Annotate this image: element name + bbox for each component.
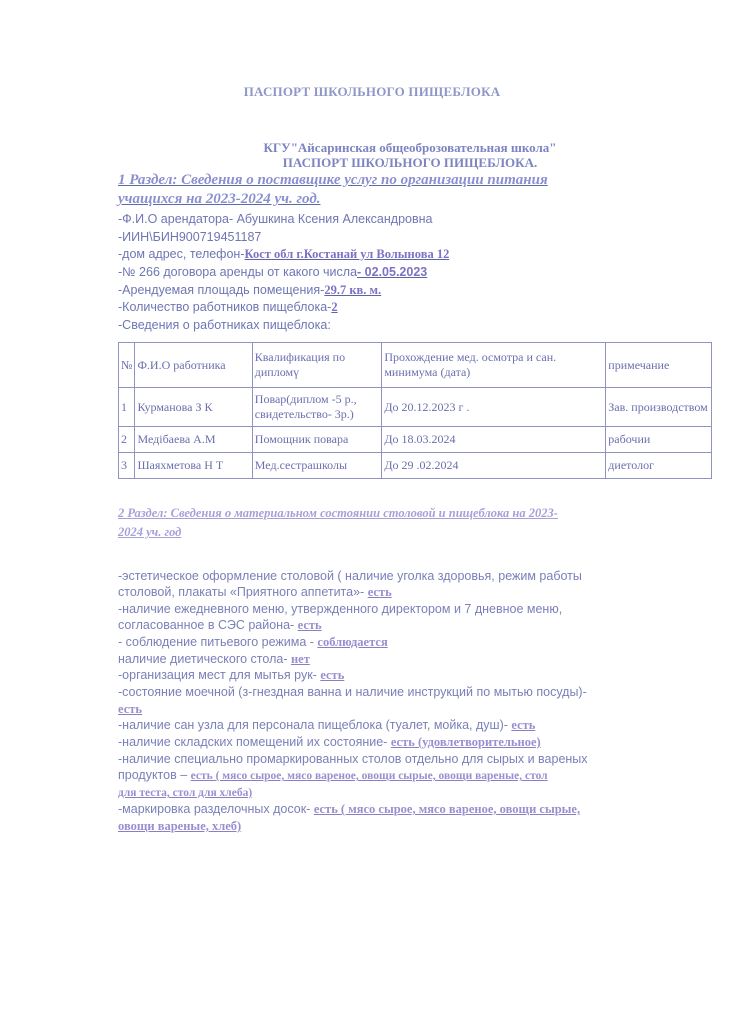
tables-answer-part2: для теста, стол для хлеба) [118, 787, 253, 799]
diet-line [118, 652, 310, 667]
passport-subtitle: ПАСПОРТ ШКОЛЬНОГО ПИЩЕБЛОКА. [282, 155, 538, 170]
aesthetic-label: столовой, плакаты «Приятного аппетита»- [118, 585, 368, 599]
sanitary-line [118, 718, 535, 733]
cell-num: 1 [119, 388, 135, 427]
col-header-medical: Прохождение мед. осмотра и сан. минимума (дата) [382, 343, 606, 388]
section1-title-line2: учащихся на 2023-2024 уч. год. [118, 191, 321, 207]
water-label: - соблюдение питьевого режима - [118, 635, 318, 649]
cell-num: 3 [119, 453, 135, 479]
menu-line2 [118, 618, 322, 633]
cell-medical: До 18.03.2024 [382, 427, 606, 453]
table-row [119, 453, 712, 479]
cell-name: Медібаева А.М [135, 427, 252, 453]
col-header-qualification: Квалификация по дипломү [252, 343, 382, 388]
handwash-label: -организация мест для мытья рук- [118, 668, 321, 682]
menu-label: согласованное в СЭС района- [118, 618, 298, 632]
address-label: -дом адрес, телефон- [118, 247, 245, 261]
col-header-name: Ф.И.О работника [135, 343, 252, 388]
menu-line1: -наличие ежедневного меню, утвержденного директором и 7 дневное меню, [118, 602, 563, 616]
table-row [119, 427, 712, 453]
section2-title-line1: 2 Раздел: Сведения о материальном состоянии столовой и пищеблока на 2023- [118, 506, 558, 520]
cell-medical: До 29 .02.2024 [382, 453, 606, 479]
sanitary-answer: есть [511, 718, 536, 732]
iin-value: 900719451187 [178, 230, 262, 244]
storage-label: -наличие складских помещений их состояние- [118, 735, 391, 749]
sanitary-label: -наличие сан узла для персонала пищеблока (туалет, мойка, душ)- [118, 718, 512, 732]
page-title: ПАСПОРТ ШКОЛЬНОГО ПИЩЕБЛОКА [243, 84, 501, 99]
handwash-line [118, 668, 344, 683]
section1-title-line1: 1 Раздел: Сведения о поставщике услуг по организации питания [118, 172, 548, 188]
tenant-label: -Ф.И.О арендатора- [118, 212, 234, 226]
table-header-row [119, 343, 712, 388]
storage-answer: есть (удовлетворительное) [390, 735, 541, 749]
cell-note: рабочии [606, 427, 712, 453]
boards-answer-part1: есть ( мясо сырое, мясо вареное, овощи сырые, [313, 802, 581, 816]
boards-line2 [118, 819, 241, 834]
iin-label: -ИИН\БИН [118, 230, 179, 244]
school-name: КГУ"Айсаринская общеоброзовательная школа" [263, 140, 557, 155]
cell-num: 2 [119, 427, 135, 453]
address-line [118, 247, 449, 262]
tables-label: продуктов – [118, 768, 191, 782]
workers-count-label: -Количество работников пищеблока- [118, 300, 332, 314]
cell-qualification: Мед.сестрашколы [252, 453, 382, 479]
area-value: 29.7 кв. м. [324, 283, 382, 297]
cell-qualification: Помощник повара [252, 427, 382, 453]
boards-answer-part2: овощи вареные, хлеб) [118, 819, 242, 833]
cell-name: Шаяхметова Н Т [135, 453, 252, 479]
contract-label: -№ 266 договора аренды от какого числа [118, 265, 358, 279]
water-line [118, 635, 388, 650]
cell-medical: До 20.12.2023 г . [382, 388, 606, 427]
handwash-answer: есть [320, 668, 345, 682]
tables-line3 [118, 785, 252, 799]
tenant-line [118, 212, 432, 226]
iin-line [118, 230, 261, 244]
col-header-note: примечание [606, 343, 712, 388]
workers-count-line [118, 300, 338, 315]
tables-answer-part1: есть ( мясо сырое, мясо вареное, овощи сырые, овощи вареные, стол [190, 770, 548, 782]
staff-table [118, 342, 712, 479]
table-row [119, 388, 712, 427]
aesthetic-answer: есть [367, 585, 392, 599]
tenant-value: Абушкина Ксения Александровна [233, 212, 433, 226]
dishwash-answer: есть [118, 702, 142, 716]
diet-answer: нет [290, 652, 310, 666]
area-label: -Арендуемая площадь помещения- [118, 283, 325, 297]
tables-line2 [118, 768, 548, 782]
boards-line1 [118, 802, 580, 817]
address-value: Кост обл г.Костанай ул Волынова 12 [244, 247, 450, 261]
section2-title-line2: 2024 уч. год [118, 525, 182, 539]
dishwash-line: -состояние моечной (з-гнездная ванна и наличие инструкций по мытью посуды)- [118, 685, 587, 699]
area-line [118, 283, 381, 298]
cell-name: Курманова З К [135, 388, 252, 427]
workers-count-value: 2 [331, 300, 338, 314]
aesthetic-line2 [118, 585, 392, 600]
cell-note: Зав. производством [606, 388, 712, 427]
dishwash-answer-line [118, 702, 142, 717]
aesthetic-line1: -эстетическое оформление столовой ( наличие уголка здоровья, режим работы [118, 569, 582, 583]
contract-value: - 02.05.2023 [357, 265, 428, 279]
col-header-num: № [119, 343, 135, 388]
cell-qualification: Повар(диплом -5 р., свидетельство- 3р.) [252, 388, 382, 427]
diet-label: наличие диетического стола- [118, 652, 291, 666]
boards-label: -маркировка разделочных досок- [118, 802, 314, 816]
menu-answer: есть [297, 618, 322, 632]
storage-line [118, 735, 541, 750]
workers-info-label: -Сведения о работниках пищеблока: [118, 318, 331, 332]
tables-line1: -наличие специально промаркированных столов отдельно для сырых и вареных [118, 752, 588, 766]
water-answer: соблюдается [317, 635, 388, 649]
contract-line [118, 265, 427, 279]
cell-note: диетолог [606, 453, 712, 479]
